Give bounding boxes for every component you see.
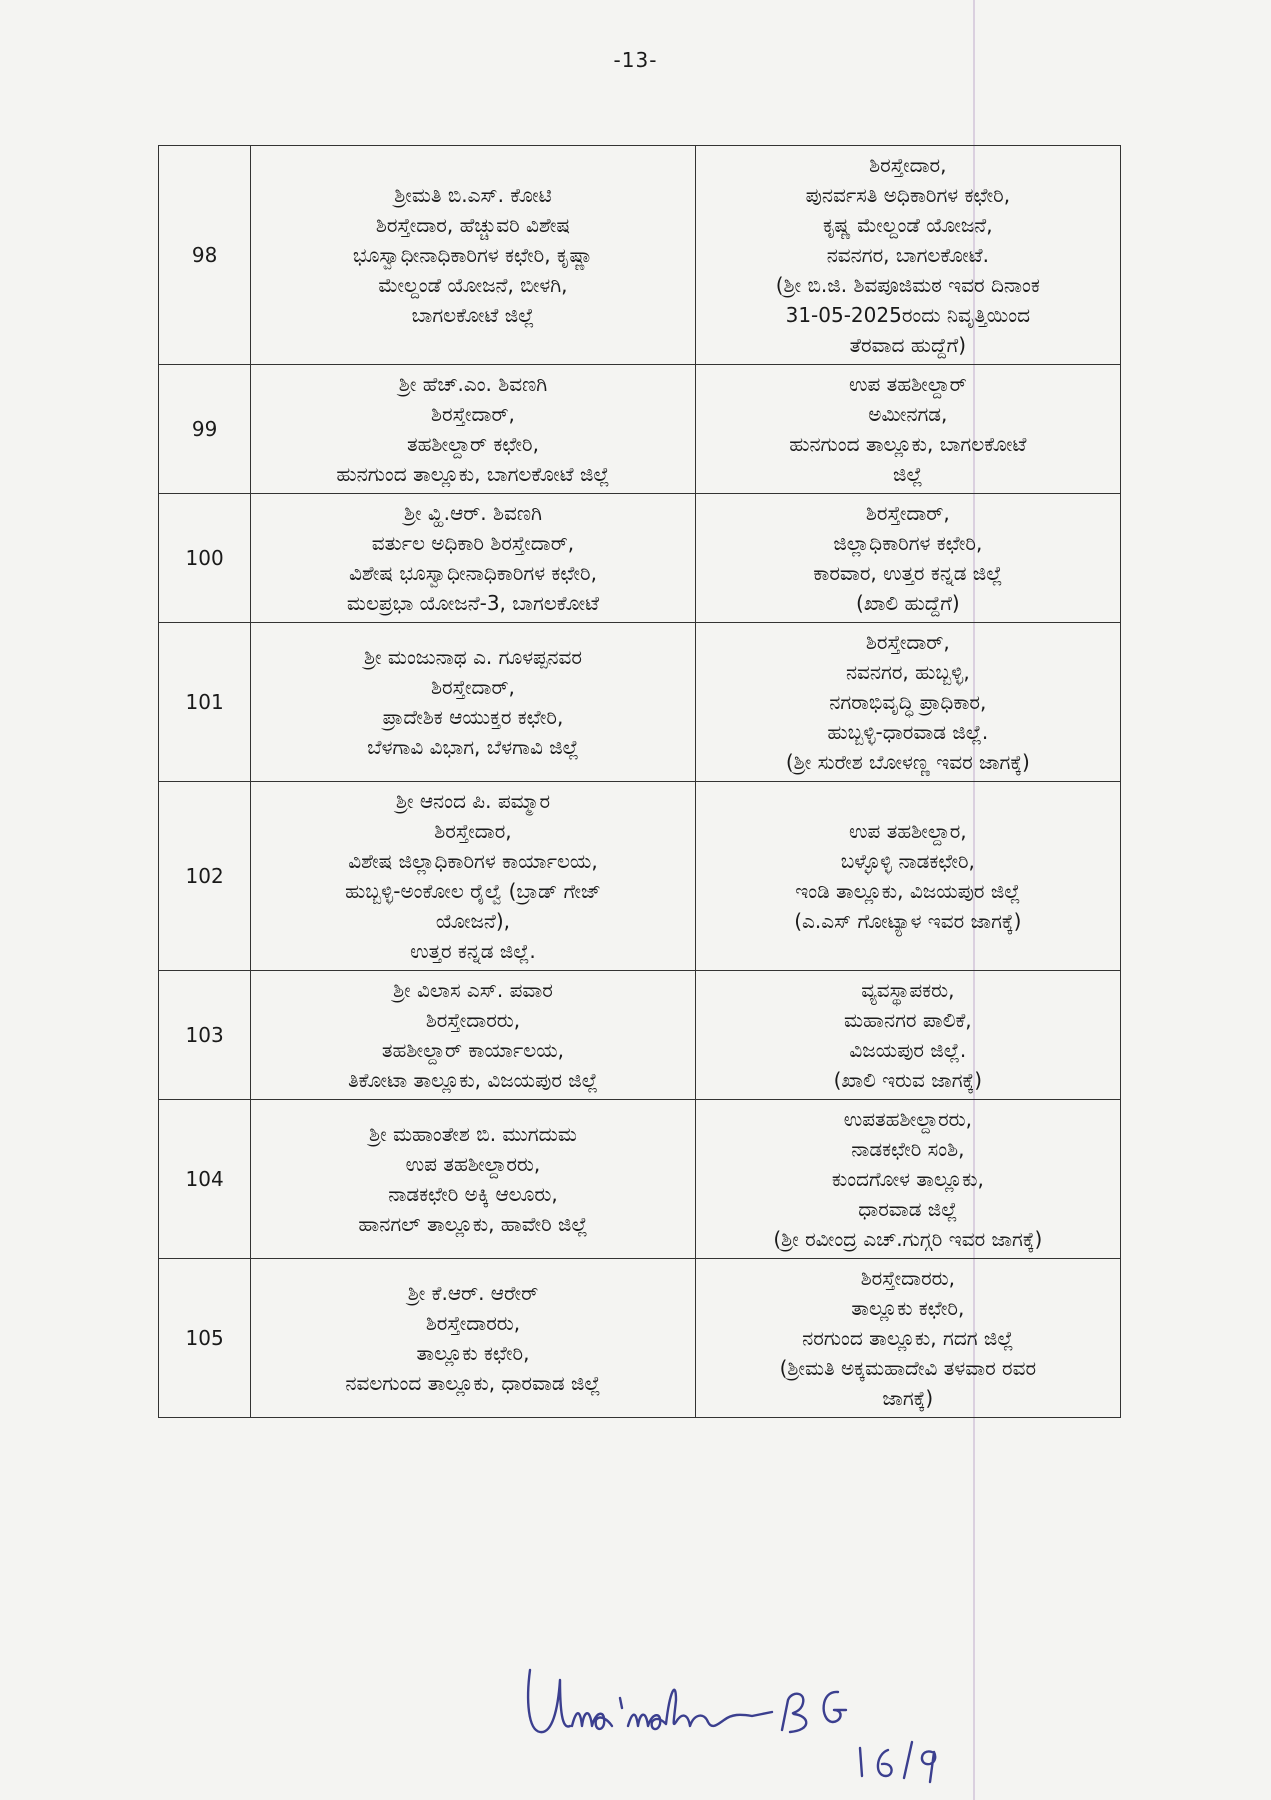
- new-posting-line: ಜಿಲ್ಲೆ: [893, 462, 923, 486]
- new-posting-line: ಕಾರವಾರ, ಉತ್ತರ ಕನ್ನಡ ಜಿಲ್ಲೆ: [813, 561, 1003, 585]
- current-posting-line: ಮಲಪ್ರಭಾ ಯೋಜನೆ-3, ಬಾಗಲಕೋಟೆ: [346, 591, 599, 615]
- new-posting-line: ಹುಬ್ಬಳ್ಳಿ-ಧಾರವಾಡ ಜಿಲ್ಲೆ.: [827, 720, 989, 744]
- serial-number-cell: 101: [159, 623, 251, 782]
- new-posting-line: ಇಂಡಿ ತಾಲ್ಲೂಕು, ವಿಜಯಪುರ ಜಿಲ್ಲೆ: [795, 879, 1021, 903]
- new-posting-line: (ಶ್ರೀ ರವೀಂದ್ರ ಎಚ್.ಗುಗ್ಗರಿ ಇವರ ಜಾಗಕ್ಕೆ): [773, 1227, 1043, 1251]
- current-posting-line: ಶ್ರೀ ವ್ಹಿ.ಆರ್. ಶಿವಣಗಿ: [403, 501, 542, 525]
- new-posting-line: ಬಳ್ಳೊಳ್ಳಿ ನಾಡಕಛೇರಿ,: [840, 849, 975, 873]
- current-posting-line: ಶ್ರೀ ಹೆಚ್.ಎಂ. ಶಿವಣಗಿ: [398, 372, 548, 396]
- serial-number-cell: 99: [159, 365, 251, 494]
- new-posting-line: (ಖಾಲಿ ಹುದ್ದೆಗೆ): [855, 591, 960, 615]
- serial-number-cell: 100: [159, 494, 251, 623]
- new-posting-line: ಮಹಾನಗರ ಪಾಲಿಕೆ,: [844, 1008, 972, 1032]
- new-posting-line: (ಎ.ಎಸ್ ಗೋಟ್ಯಾಳ ಇವರ ಜಾಗಕ್ಕೆ): [794, 909, 1022, 933]
- current-posting-cell: [251, 494, 695, 623]
- current-posting-line: ಶ್ರೀ ಮಹಾಂತೇಶ ಬಿ. ಮುಗದುಮ: [369, 1122, 577, 1146]
- new-posting-line: ನಾಡಕಛೇರಿ ಸಂಶಿ,: [851, 1137, 965, 1161]
- new-posting-line: ನಗರಾಭಿವೃದ್ಧಿ ಪ್ರಾಧಿಕಾರ,: [829, 690, 987, 714]
- new-posting-line: 31-05-2025ರಂದು ನಿವೃತ್ತಿಯಿಂದ: [785, 303, 1031, 327]
- new-posting-line: ಉಪ ತಹಶೀಲ್ದಾರ್: [848, 372, 967, 396]
- table-row: [159, 1259, 1121, 1418]
- new-posting-line: ಶಿರಸ್ತೇದಾರರು,: [860, 1266, 955, 1290]
- new-posting-cell: [695, 365, 1120, 494]
- new-posting-line: ಅಮೀನಗಡ,: [868, 402, 948, 426]
- new-posting-line: ಶಿರಸ್ತೇದಾರ,: [869, 153, 947, 177]
- current-posting-line: ಹುಬ್ಬಳ್ಳಿ-ಅಂಕೋಲ ರೈಲ್ವೆ (ಬ್ರಾಡ್ ಗೇಜ್: [345, 879, 601, 903]
- current-posting-line: ತಹಶೀಲ್ದಾರ್ ಕಾರ್ಯಾಲಯ,: [381, 1038, 564, 1062]
- new-posting-line: ನವನಗರ, ಹುಬ್ಬಳ್ಳಿ,: [845, 660, 970, 684]
- current-posting-line: ಹುನಗುಂದ ತಾಲ್ಲೂಕು, ಬಾಗಲಕೋಟೆ ಜಿಲ್ಲೆ: [336, 462, 610, 486]
- current-posting-line: ಶಿರಸ್ತೇದಾರ,: [434, 819, 512, 843]
- new-posting-line: (ಖಾಲಿ ಇರುವ ಜಾಗಕ್ಕೆ): [833, 1068, 983, 1092]
- transfer-table: [158, 145, 1121, 1418]
- current-posting-line: ಶಿರಸ್ತೇದಾರ್,: [431, 402, 515, 426]
- current-posting-line: ತಹಶೀಲ್ದಾರ್ ಕಛೇರಿ,: [406, 432, 539, 456]
- current-posting-cell: [251, 365, 695, 494]
- current-posting-line: ಪ್ರಾದೇಶಿಕ ಆಯುಕ್ತರ ಕಛೇರಿ,: [382, 705, 564, 729]
- serial-number-cell: 103: [159, 971, 251, 1100]
- current-posting-cell: [251, 782, 695, 971]
- new-posting-cell: [695, 494, 1120, 623]
- new-posting-cell: [695, 623, 1120, 782]
- current-posting-line: ವಿಶೇಷ ಜಿಲ್ಲಾಧಿಕಾರಿಗಳ ಕಾರ್ಯಾಲಯ,: [348, 849, 598, 873]
- serial-number-cell: 98: [159, 146, 251, 365]
- new-posting-cell: [695, 782, 1120, 971]
- new-posting-line: ಜಾಗಕ್ಕೆ): [882, 1386, 934, 1410]
- serial-number-cell: 104: [159, 1100, 251, 1259]
- table-row: [159, 623, 1121, 782]
- transfer-table-body: [159, 146, 1121, 1418]
- current-posting-line: ಮೇಲ್ದಂಡೆ ಯೋಜನೆ, ಬೀಳಗಿ,: [378, 273, 568, 297]
- current-posting-line: ಶ್ರೀ ವಿಲಾಸ ಎಸ್. ಪವಾರ: [393, 978, 553, 1002]
- current-posting-line: ಶಿರಸ್ತೇದಾರರು,: [425, 1311, 521, 1335]
- new-posting-line: ತೆರವಾದ ಹುದ್ದೆಗೆ): [849, 333, 966, 357]
- current-posting-line: ನವಲಗುಂದ ತಾಲ್ಲೂಕು, ಧಾರವಾಡ ಜಿಲ್ಲೆ: [345, 1371, 601, 1395]
- current-posting-cell: [251, 146, 695, 365]
- current-posting-line: ಶ್ರೀ ಕೆ.ಆರ್. ಆರೇರ್: [407, 1281, 539, 1305]
- new-posting-cell: [695, 1100, 1120, 1259]
- current-posting-line: ಬಾಗಲಕೋಟೆ ಜಿಲ್ಲೆ: [411, 303, 535, 327]
- new-posting-line: (ಶ್ರೀಮತಿ ಅಕ್ಕಮಹಾದೇವಿ ತಳವಾರ ರವರ: [779, 1356, 1037, 1380]
- current-posting-line: ಶ್ರೀ ಆನಂದ ಪಿ. ಪಮ್ಮಾರ: [395, 789, 551, 813]
- table-row: [159, 971, 1121, 1100]
- current-posting-line: ಯೋಜನೆ),: [435, 909, 511, 933]
- new-posting-line: (ಶ್ರೀ ಸುರೇಶ ಬೋಳಣ್ಣ ಇವರ ಜಾಗಕ್ಕೆ): [785, 750, 1030, 774]
- new-posting-line: (ಶ್ರೀ ಬಿ.ಜಿ. ಶಿವಪೂಜಿಮಠ ಇವರ ದಿನಾಂಕ: [775, 273, 1040, 297]
- new-posting-line: ವ್ಯವಸ್ಥಾಪಕರು,: [861, 978, 955, 1002]
- serial-number-cell: 102: [159, 782, 251, 971]
- current-posting-line: ಭೂಸ್ವಾಧೀನಾಧಿಕಾರಿಗಳ ಕಛೇರಿ, ಕೃಷ್ಣಾ: [352, 243, 594, 267]
- new-posting-cell: [695, 1259, 1120, 1418]
- current-posting-cell: [251, 623, 695, 782]
- new-posting-line: ಕೃಷ್ಣ ಮೇಲ್ದಂಡೆ ಯೋಜನೆ,: [823, 213, 993, 237]
- new-posting-line: ಶಿರಸ್ತೇದಾರ್,: [865, 630, 950, 654]
- current-posting-line: ಶಿರಸ್ತೇದಾರ, ಹೆಚ್ಚುವರಿ ವಿಶೇಷ: [375, 213, 571, 237]
- new-posting-line: ನವನಗರ, ಬಾಗಲಕೋಟೆ.: [826, 243, 989, 267]
- table-row: [159, 1100, 1121, 1259]
- current-posting-cell: [251, 1259, 695, 1418]
- current-posting-line: ವಿಶೇಷ ಭೂಸ್ವಾಧೀನಾಧಿಕಾರಿಗಳ ಕಛೇರಿ,: [348, 561, 597, 585]
- table-row: [159, 494, 1121, 623]
- new-posting-line: ಉಪತಹಶೀಲ್ದಾರರು,: [843, 1107, 972, 1131]
- current-posting-line: ಉತ್ತರ ಕನ್ನಡ ಜಿಲ್ಲೆ.: [410, 939, 536, 963]
- new-posting-line: ಶಿರಸ್ತೇದಾರ್,: [865, 501, 950, 525]
- new-posting-line: ಜಿಲ್ಲಾಧಿಕಾರಿಗಳ ಕಛೇರಿ,: [833, 531, 983, 555]
- new-posting-cell: [695, 146, 1120, 365]
- current-posting-line: ತಾಲ್ಲೂಕು ಕಛೇರಿ,: [416, 1341, 530, 1365]
- current-posting-line: ತಿಕೋಟಾ ತಾಲ್ಲೂಕು, ವಿಜಯಪುರ ಜಿಲ್ಲೆ: [348, 1068, 598, 1092]
- current-posting-line: ಶಿರಸ್ತೇದಾರರು,: [425, 1008, 521, 1032]
- current-posting-cell: [251, 1100, 695, 1259]
- new-posting-line: ಧಾರವಾಡ ಜಿಲ್ಲೆ: [858, 1197, 958, 1221]
- serial-number-cell: 105: [159, 1259, 251, 1418]
- current-posting-line: ಶ್ರೀಮತಿ ಬಿ.ಎಸ್. ಕೋಟಿ: [394, 183, 552, 207]
- current-posting-line: ಉಪ ತಹಶೀಲ್ದಾರರು,: [405, 1152, 541, 1176]
- new-posting-line: ಪುನರ್ವಸತಿ ಅಧಿಕಾರಿಗಳ ಕಛೇರಿ,: [805, 183, 1011, 207]
- current-posting-line: ವರ್ತುಲ ಅಧಿಕಾರಿ ಶಿರಸ್ತೇದಾರ್,: [371, 531, 575, 555]
- current-posting-line: ಬೆಳಗಾವಿ ವಿಭಾಗ, ಬೆಳಗಾವಿ ಜಿಲ್ಲೆ: [367, 735, 579, 759]
- current-posting-line: ಶ್ರೀ ಮಂಜುನಾಥ ಎ. ಗೂಳಪ್ಪನವರ: [363, 645, 582, 669]
- table-row: [159, 365, 1121, 494]
- page-number: -13-: [613, 48, 658, 72]
- table-row: [159, 146, 1121, 365]
- new-posting-line: ವಿಜಯಪುರ ಜಿಲ್ಲೆ.: [849, 1038, 967, 1062]
- new-posting-line: ತಾಲ್ಲೂಕು ಕಛೇರಿ,: [851, 1296, 965, 1320]
- new-posting-cell: [695, 971, 1120, 1100]
- current-posting-line: ಶಿರಸ್ತೇದಾರ್,: [431, 675, 515, 699]
- new-posting-line: ನರಗುಂದ ತಾಲ್ಲೂಕು, ಗದಗ ಜಿಲ್ಲೆ: [802, 1326, 1014, 1350]
- table-row: [159, 782, 1121, 971]
- current-posting-line: ನಾಡಕಛೇರಿ ಅಕ್ಕಿ ಆಲೂರು,: [388, 1182, 558, 1206]
- new-posting-line: ಹುನಗುಂದ ತಾಲ್ಲೂಕು, ಬಾಗಲಕೋಟೆ: [789, 432, 1027, 456]
- signature: [520, 1630, 1040, 1790]
- new-posting-line: ಉಪ ತಹಶೀಲ್ದಾರ,: [849, 819, 967, 843]
- current-posting-cell: [251, 971, 695, 1100]
- current-posting-line: ಹಾನಗಲ್ ತಾಲ್ಲೂಕು, ಹಾವೇರಿ ಜಿಲ್ಲೆ: [358, 1212, 588, 1236]
- new-posting-line: ಕುಂದಗೋಳ ತಾಲ್ಲೂಕು,: [831, 1167, 984, 1191]
